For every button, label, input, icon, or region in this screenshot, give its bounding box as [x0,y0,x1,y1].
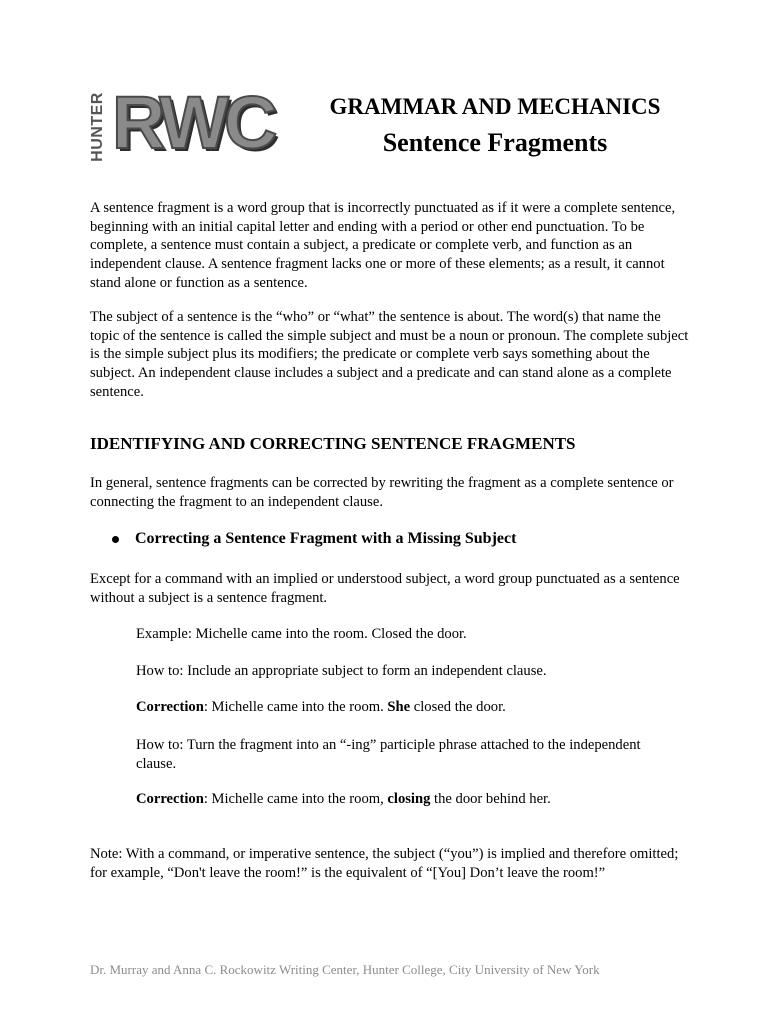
bullet-heading: Correcting a Sentence Fragment with a Missing Subject [135,530,517,547]
bullet-dot-icon [112,536,119,543]
intro-paragraph-2: The subject of a sentence is the “who” or “what” the sentence is about. The word(s) that name the topic of the sentence is called the simple subject and must be a noun or pronoun. The complete subject is the simple subject plus its modifiers; the predicate or complete verb says something about the subject. An independent clause includes a subject and a predicate and can stand alone as a complete sentence. [90,309,689,400]
missing-subject-description: Except for a command with an implied or understood subject, a word group punctuated as a sentence without a subject is a sentence fragment. [90,571,680,606]
page-footer: Dr. Murray and Anna C. Rockowitz Writing Center, Hunter College, City University of New York [90,962,600,977]
correction-2-before: : Michelle came into the room, [203,791,388,807]
logo-hunter-text: HUNTER [89,92,106,162]
page-title: GRAMMAR AND MECHANICS [329,94,661,119]
correction-1-label: Correction [136,699,204,715]
correction-2-after: the door behind her. [430,791,551,807]
correction-1 [136,698,676,717]
section-paragraph: In general, sentence fragments can be corrected by rewriting the fragment as a complete sentence or connecting the fragment to an independent clause. [90,475,674,510]
correction-2-bold: closing [387,791,431,807]
rwc-logo [88,81,280,164]
note-paragraph: Note: With a command, or imperative sentence, the subject (“you”) is implied and therefore omitted; for example, “Don't leave the room!” is the equivalent of “[You] Don’t leave the room!” [90,846,679,881]
correction-2-label: Correction [136,791,204,807]
logo-rwc-text: RWC [112,81,273,164]
page-subtitle: Sentence Fragments [382,128,608,157]
correction-1-after: closed the door. [410,699,506,715]
howto-2: How to: Turn the fragment into an “-ing” participle phrase attached to the independent clause. [136,737,641,772]
section-heading: IDENTIFYING AND CORRECTING SENTENCE FRAGMENTS [90,434,576,453]
howto-1: How to: Include an appropriate subject to form an independent clause. [136,663,547,679]
intro-paragraph-1: A sentence fragment is a word group that is incorrectly punctuated as if it were a complete sentence, beginning with an initial capital letter and ending with a period or other end punctuation. To be complete, a sentence must contain a subject, a predicate or complete verb, and function as an independent clause. A sentence fragment lacks one or more of these elements; as a result, it cannot stand alone or function as a sentence. [90,200,676,291]
example-text: Example: Michelle came into the room. Closed the door. [136,626,467,642]
correction-1-bold: She [387,699,411,715]
correction-2 [136,790,676,809]
bullet-missing-subject [112,530,516,548]
correction-1-before: : Michelle came into the room. [203,699,388,715]
